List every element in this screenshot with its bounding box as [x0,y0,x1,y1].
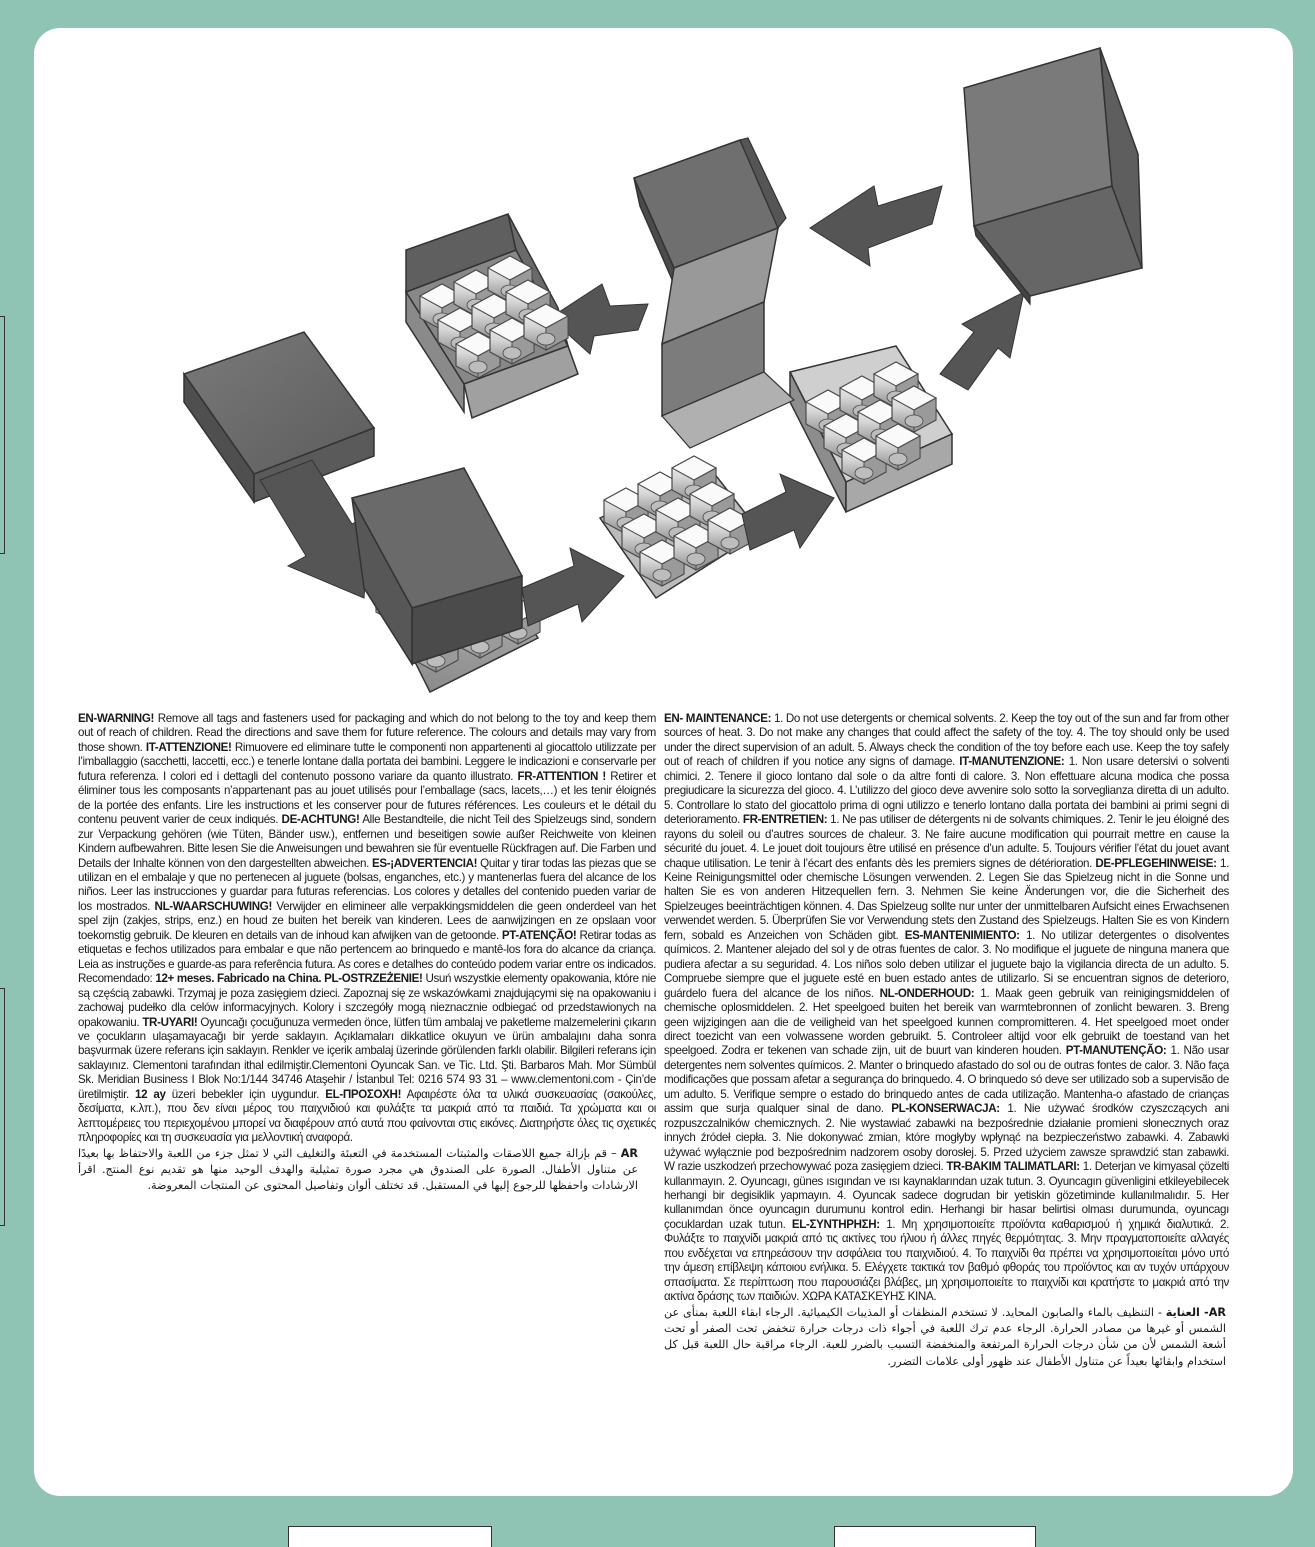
pt-warning-label: PT-ATENÇÃO! [501,928,577,942]
tr-maintenance-text: 1. Deterjan ve kimyasal çözelti kullanmayın. 2. Oyuncagı, günes ısıgından ve ısı kaynaklarından uzak tutun. 3. Oyuncagın güvenligini etkileyebilecek herhangi bir degisiklik yapmayın. 4. Oyuncak sadece dogrudan bir yetiskin gözetiminde kullanılmalıdır. 5. Her kullanımdan önce oyuncagın durumunu kontrol edin. Herhangi bir hasar belirtisi olması durumunda, oyuncagı çocuklardan uzak tutun. [664,1160,1229,1231]
pt-age-recommendation: 12+ meses. Fabricado na China. [155,972,322,986]
ar-maintenance-text: - التنظيف بالماء والصابون المحايد. لا تستخدم المنظفات أو المذيبات الكيميائية. الرجاء ابقاء اللعبة بمنأى عن الشمس أو غيرها من مصادر الحرارة. الرجاء عدم ترك اللعبة في أجواء ذات درجات حرارة تنخفض تحت الصفر أو تحت أشعة الشمس لأن من شأن درجات الحرارة المرتفعة والمنخفضة التسبب بالضرر للعبة. الرجاء مراقبة حال اللعبة قبل كل استخدام وابقائها بعيداً عن متناول الأطفال عند ظهور أولى علامات التضرر. [664,1305,1226,1368]
pl-maintenance-text: 1. Nie używać środków czyszczących ani rozpuszczalników chemicznych. 2. Nie wystawiać zabawki na bezpośrednie działanie promieni słonecznych oraz innych źródeł ciepła. 3. Nie dokonywać zmian, które mogłyby wpłynąć na bezpieczeństwo zabawki. 4. Zabawki używać wyłącznie pod bezpośrednim nadzorem osoby dorosłej. 5. Przed użyciem zawsze sprawdzić stan zabawki. W razie uszkodzeń przechowywać poza zasięgiem dzieci. [664,1102,1229,1174]
arrow-left-1 [810,186,942,266]
ar-maintenance [664,1305,1226,1371]
assembly-illustration [34,28,1293,718]
es-maintenance-label: ES-MANTENIMIENTO: [904,928,1020,942]
it-maintenance-label: IT-MANUTENZIONE: [959,755,1065,769]
pt-warning-text: Retirar todas as etiquetas e fechos utilizados para embalar e que não pertencem ao brinquedo e mantê-los fora do alcance da criança. Leia as instruções e guarde-as para referência futura. As cores e detalhes do conteúdo podem variar entre os indicados. Recomendado: [78,928,656,986]
it-warning-text: Rimuovere ed eliminare tutte le componenti non appartenenti al giocattolo utilizzate per l’imballaggio (sacchetti, laccetti, ecc.) e tenerle lontane dalla portata dei bambini. Leggere le indicazioni e conservarle per futura referenza. I colori ed i dettagli del contenuto possono variare da quanto illustrato. [78,740,656,783]
arrow-right-2 [742,474,834,550]
warnings-column [78,712,656,1195]
tr-age-text: üzeri bebekler için uygundur. [165,1087,326,1101]
pl-warning-text: Usuń wszystkie elementy opakowania, które nie są częścią zabawki. Trzymaj je poza zasięgiem dzieci. Zapoznaj się ze wskazówkami znajdującymi się na opakowaniu i zachowaj pudełko dla celów informacyjnych. Kolory i szczegóły mogą nieznacznie odbiegać od przedstawionych na opakowaniu. [78,972,656,1029]
ar-warning [78,1146,638,1195]
el-warning-label: EL-ΠΡΟΣΟΧΗ! [325,1087,402,1101]
en-maintenance-label: EN- MAINTENANCE: [664,712,772,725]
de-maintenance-label: DE-PFLEGEHINWEISE: [1095,856,1217,870]
open-box-with-lid [634,138,794,448]
warnings-text [78,712,656,1146]
bottom-tab-left [288,1526,492,1547]
ar-maintenance-label: AR- العناية [1165,1305,1226,1319]
es-warning-label: ES-¡ADVERTENCIA! [371,856,478,870]
tr-maintenance-label: TR-BAKIM TALIMATLARI: [946,1160,1080,1174]
tr-age: 12 ay [135,1087,166,1101]
arrow-up-right [940,292,1024,390]
left-edge-mark-bottom [0,988,5,1226]
bottom-tab-right [834,1526,1036,1547]
es-warning-text: Quitar y tirar todas las piezas que se utilizan en el embalaje y que no pertenecen al juguete (bolsas, enganches, etc.) y mantenerlas fuera del alcance de los niños. Leer las instrucciones y guardar para futuras referencias. Los colores y detalles del contenido pueden variar de los mostrados. [78,856,656,913]
fr-maintenance-label: FR-ENTRETIEN: [742,813,828,827]
arrow-right-1 [522,548,624,626]
en-warning-text: Remove all tags and fasteners used for packaging and which do not belong to the toy and keep them out of reach of children. Read the directions and save them for future reference. The colours and details may vary from those shown. [78,712,656,754]
instruction-sheet [34,28,1293,1496]
de-maintenance-text: 1. Keine Reinigungsmittel oder chemische Lösungen verwenden. 2. Legen Sie das Spielzeug nicht in die Sonne und halten Sie es von anderen Hitzequellen fern. 3. Nehmen Sie keine Änderungen vor, die die Sicherheit des Spielzeuges beeinträchtigen können. 4. Das Spielzeug sollte nur unter der unmittelbaren Aufsicht eines Erwachsenen verwendet werden. 5. Überprüfen Sie vor Verwendung stets den Zustand des Spielzeugs. Halten Sie es von Kindern fern, sobald es Anzeichen von Schäden gibt. [664,856,1229,942]
el-warning-text: Αφαιρέστε όλα τα υλικά συσκευασίας (σακούλες, δεσίματα, κ.λπ.), που δεν είναι μέρος του παιχνιδιού και φυλάξτε τα μακριά από τα παιδιά. Τα χρώματα και οι λεπτομέρειες του περιεχομένου μπορεί να διαφέρουν από αυτά που φαίνονται στις εικόνες. Διατηρήστε όλες τις σχετικές πληροφορίες και τη συσκευασία για μελλοντική αναφορά. [78,1087,656,1145]
arrow-down-right [260,460,370,598]
nl-maintenance-label: NL-ONDERHOUD: [879,986,975,1000]
en-warning-label: EN-WARNING! [78,712,155,725]
tr-warning-text: Oyuncağı çocuğunuza vermeden önce, lütfen tüm ambalaj ve paketleme malzemelerini çıkarın ve çocukların ulaşamayacağı bir yerde saklayın. Açıklamaları dikkatlice okuyun ve ürün ambalajını daha sonra başvurmak üzere referans için saklayın. Renkler ve içerik ambalaj üzerinde görülenden farklı olabilir. Bilgileri referans için saklayınız. Clementoni tarafından ithal edilmiştir.Clementoni Oyuncak San. ve Tic. Ltd. Şti. Barbaros Mah. Mor Sümbül Sk. Meridian Business I Blok No:1/144 34746 Ataşehir / İstanbul Tel: 0216 574 93 31 – www.clementoni.com - Çin’de üretilmiştir. [78,1015,657,1101]
it-warning-label: IT-ATTENZIONE! [145,740,232,754]
nl-warning-text: Verwijder en elimineer alle verpakkingsmiddelen die geen onderdeel van het spel zijn (zakjes, strips, enz.) en houd ze buiten het bereik van kinderen. Lees de aanwijzingen en ze opslaan voor toekomstig gebruik. De kleuren en details van de inhoud kan afwijken van de getoonde. [78,899,657,942]
de-warning-text: Alle Bestandteile, die nicht Teil des Spielzeugs sind, sondern zur Verpackung gehören (wie Tüten, Bänder usw.), entfernen und beseitigen sowie außer Reichweite von kleinen Kindern aufbewahren. Bitte lesen Sie die Anweisungen und bewahren sie für eventuelle Rückfragen auf. Die Farben und Details der Inhalte können von den dargestellten abweichen. [78,813,657,870]
de-warning-label: DE-ACHTUNG! [281,813,360,827]
open-box-with-insert [406,214,578,418]
es-maintenance-text: 1. No utilizar detergentes o disolventes químicos. 2. Mantener alejado del sol y de otras fuentes de calor. 3. No modifique el juguete de ninguna manera que pudiera afectar a su seguridad. 4. Los niños solo deben utilizar el juguete bajo la vigilancia directa de un adulto. 5. Compruebe siempre que el juguete esté en buen estado antes de utilizarlo. Si se encuentran signos de deterioro, guárdelo fuera del alcance de los niños. [664,928,1230,1000]
fr-warning-text: Retirer et éliminer tous les composants n’appartenant pas au jouet utilisés pour l’emballage (sacs, lacets,…) et les tenir éloignés de la portée des enfants. Lire les instructions et les conserver pour de futures références. Les couleurs et le détail du contenu peuvent varier de ceux indiqués. [78,769,656,827]
filled-tray [790,346,952,512]
opening-box [352,468,540,692]
ar-warning-label: AR [620,1146,638,1160]
ar-warning-text: – قم بإزالة جميع اللاصقات والمثبتات المستخدمة في التعبئة والتغليف التي لا تمثل جزء من اللعبة والاحتفاظ بها بعيدًا عن متناول الأطفال. الصورة على الصندوق هي مجرد صورة تمثيلية والهدف الوحيد منها هو تقديم نوع المنتج. اقرأ الارشادات واحفظها للرجوع إليها في المستقبل. قد تختلف ألوان وتفاصيل المحتوى عن المنتجات المعروضة. [78,1146,638,1193]
tr-warning-label: TR-UYARI! [142,1015,198,1029]
fr-maintenance-text: 1. Ne pas utiliser de détergents ni de solvants chimiques. 2. Tenir le jeu éloigné des rayons du soleil ou d’autres sources de chaleur. 3. Ne faire aucune modification qui pourrait mettre en cause la sécurité du jouet. 4. Le jouet doit toujours être utilisé en présence d’un adulte. 5. Toujours vérifier l’état du jouet avant chaque utilisation. Le tenir à l’écart des enfants dès les premiers signes de détérioration. [664,813,1229,870]
maintenance-column [664,712,1229,1370]
el-maintenance-label: EL-ΣΥΝΤΗΡΗΣΗ: [791,1217,880,1231]
left-edge-mark-top [0,316,5,554]
open-lid [964,48,1142,304]
nl-maintenance-text: 1. Maak geen gebruik van reinigingsmiddelen of chemische oplosmiddelen. 2. Het speelgoed buiten het bereik van warmtebronnen of zonlicht bewaren. 3. Breng geen wijzigingen aan die de veiligheid van het speelgoed kunnen compromitteren. 4. Het speelgoed moet onder direct toezicht van een volwassene worden gebruikt. 5. Controleer altijd voor elk gebruikt de toestand van het speelgoed. Zodra er tekenen van schade zijn, uit de buurt van kinderen houden. [664,986,1229,1058]
pl-maintenance-label: PL-KONSERWACJA: [891,1102,1000,1116]
pt-maintenance-text: 1. Não usar detergentes nem solventes químicos. 2. Manter o brinquedo afastado do sol ou de outras fontes de calor. 3. Não faça modificações que possam afetar a segurança do brinquedo. 4. O brinquedo só deve ser utilizado sob a supervisão de um adulto. 5. Verifique sempre o estado do brinquedo antes de cada utilização. Mantenha-o afastado de crianças assim que surja qualquer sinal de dano. [664,1044,1229,1116]
en-maintenance-text: 1. Do not use detergents or chemical solvents. 2. Keep the toy out of the sun and far from other sources of heat. 3. Do not make any changes that could affect the safety of the toy. 4. The toy should only be used under the direct supervision of an adult. 5. Always check the condition of the toy before each use. Keep the toy safely out of reach of children if you notice any signs of damage. [664,712,1229,769]
pl-warning-label: PL-OSTRZEŻENIE! [324,972,423,986]
nl-warning-label: NL-WAARSCHUWING! [154,899,272,913]
el-maintenance-text: 1. Μη χρησιμοποιείτε προϊόντα καθαρισμού ή χημικά διαλυτικά. 2. Φυλάξτε το παιχνίδι μακριά από τις ακτίνες του ήλιου ή άλλες πηγές θερμότητας. 3. Μην πραγματοποιείτε αλλαγές που ενδέχεται να επηρεάσουν την ασφάλεια του παιχνιδιού. 4. Το παιχνίδι θα πρέπει να χρησιμοποιείται μόνο υπό την άμεση επίβλεψη κάποιου ενήλικα. 5. Ελέγχετε τακτικά τον βαθμό φθοράς του προϊόντος και αν τυχόν υπάρχουν σπασίματα. Σε περίπτωση που παρουσιάζει βλάβες, μη χρησιμοποιείτε το παιχνίδι και κρατήστε το μακριά από την ακτίνα δράσης των παιδιών. ΧΩΡΑ ΚΑΤΑΣΚΕΥΗΣ ΚΙΝΑ. [664,1217,1229,1304]
fr-warning-label: FR-ATTENTION ! [517,769,606,783]
it-maintenance-text: 1. Non usare detersivi o solventi chimici. 2. Tenere il gioco lontano dal sole o da altre fonti di calore. 3. Non effettuare alcuna modica che possa pregiudicare la sicurezza del gioco. 4. L’utilizzo del gioco deve avvenire solo sotto la sorveglianza diretta di un adulto. 5. Controllare lo stato del giocattolo prima di ogni utilizzo e tenerlo lontano dalla portata dei bambini ai primi segni di deterioramento. [664,755,1230,827]
maintenance-text [664,712,1229,1305]
pt-maintenance-label: PT-MANUTENÇÃO: [1065,1044,1167,1058]
